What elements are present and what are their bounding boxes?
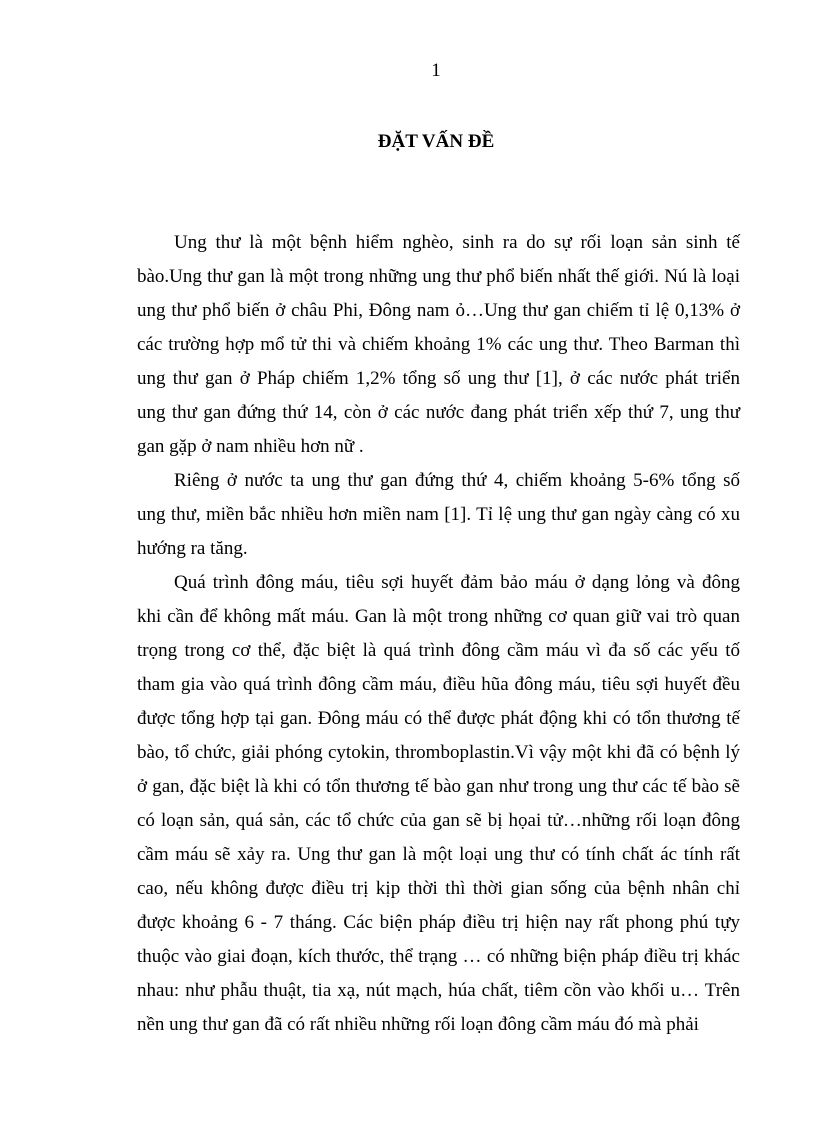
paragraph-line: có loạn sản, quá sản, các tổ chức của gan sẽ bị họai tử…những rối loạn đông	[137, 810, 740, 831]
paragraph-line: cầm máu sẽ xảy ra. Ung thư gan là một loại ung thư có tính chất ác tính rất	[137, 844, 740, 865]
paragraph-line: hướng ra tăng.	[137, 538, 248, 559]
paragraph-line: bào, tổ chức, giải phóng cytokin, thromboplastin.Vì vậy một khi đã có bệnh lý	[137, 742, 740, 763]
paragraph-line: được tổng hợp tại gan. Đông máu có thể được phát động khi có tổn thương tế	[137, 708, 740, 729]
paragraph-line: Riêng ở nước ta ung thư gan đứng thứ 4, chiếm khoảng 5-6% tổng số	[174, 470, 740, 491]
paragraph-line: khi cần để không mất máu. Gan là một trong những cơ quan giữ vai trò quan	[137, 606, 740, 627]
page-number: 1	[431, 60, 441, 81]
paragraph-line: tham gia vào quá trình đông cầm máu, điều hũa đông máu, tiêu sợi huyết đều	[137, 674, 740, 695]
section-title: ĐẶT VẤN ĐỀ	[377, 131, 495, 152]
paragraph-line: thuộc vào giai đoạn, kích thước, thể trạng … có những biện pháp điều trị khác	[137, 946, 740, 967]
paragraph-line: ung thư gan đứng thứ 14, còn ở các nước đang phát triển xếp thứ 7, ung thư	[137, 402, 740, 423]
paragraph-line: gan gặp ở nam nhiều hơn nữ .	[137, 436, 364, 457]
paragraph-line: ung thư phổ biến ở châu Phi, Đông nam ỏ…Ung thư gan chiếm tỉ lệ 0,13% ở	[137, 300, 740, 321]
paragraph-line: Ung thư là một bệnh hiểm nghèo, sinh ra do sự rối loạn sản sinh tế	[174, 232, 740, 253]
paragraph-line: ung thư, miền bắc nhiều hơn miền nam [1]. Tỉ lệ ung thư gan ngày càng có xu	[137, 504, 740, 525]
paragraph-line: Quá trình đông máu, tiêu sợi huyết đảm bảo máu ở dạng lỏng và đông	[174, 572, 740, 593]
paragraph-3	[137, 566, 740, 1042]
paragraph-line: bào.Ung thư gan là một trong những ung thư phổ biến nhất thế giới. Nú là loại	[137, 266, 740, 287]
paragraph-line: nhau: như phẫu thuật, tia xạ, nút mạch, húa chất, tiêm cồn vào khối u… Trên	[137, 980, 740, 1001]
paragraph-line: được khoảng 6 - 7 tháng. Các biện pháp điều trị hiện nay rất phong phú tựy	[137, 912, 740, 933]
paragraph-1	[137, 226, 740, 464]
paragraph-line: nền ung thư gan đã có rất nhiều những rối loạn đông cầm máu đó mà phải	[137, 1014, 699, 1035]
paragraph-line: ung thư gan ở Pháp chiếm 1,2% tổng số ung thư [1], ở các nước phát triển	[137, 368, 740, 389]
paragraph-line: cao, nếu không được điều trị kịp thời thì thời gian sống của bệnh nhân chỉ	[137, 878, 740, 899]
paragraph-2	[137, 464, 740, 566]
paragraph-line: các trường hợp mổ tử thi và chiếm khoảng 1% các ung thư. Theo Barman thì	[137, 334, 740, 355]
paragraph-line: trọng trong cơ thể, đặc biệt là quá trình đông cầm máu vì đa số các yếu tố	[137, 640, 740, 661]
body-text	[137, 226, 740, 1042]
paragraph-line: ở gan, đặc biệt là khi có tổn thương tế bào gan như trong ung thư các tế bào sẽ	[137, 776, 740, 797]
